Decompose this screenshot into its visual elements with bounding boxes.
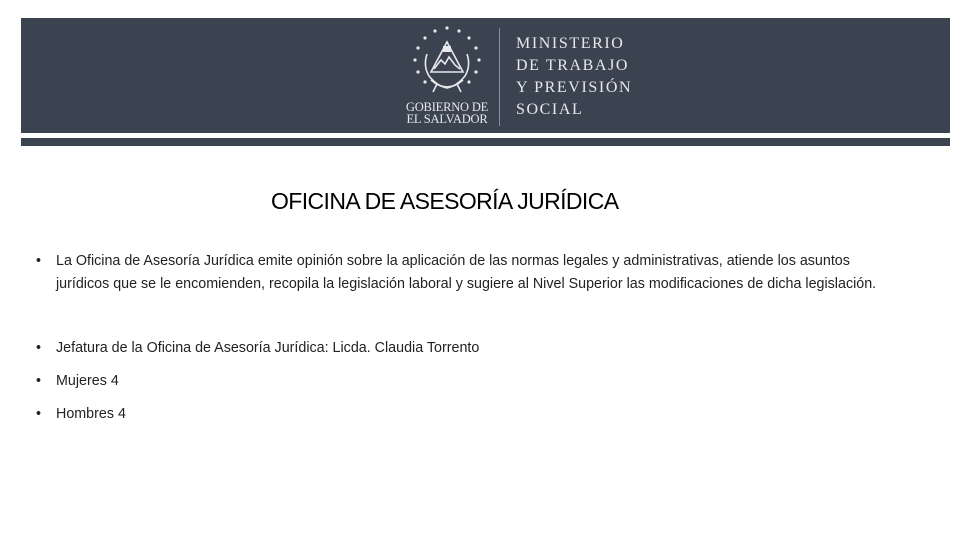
ministry-line-4: SOCIAL (516, 101, 584, 118)
bullet-list (36, 250, 896, 426)
list-item: • Mujeres 4 (36, 370, 896, 393)
ministry-line-2: DE TRABAJO (516, 57, 630, 74)
page-title: OFICINA DE ASESORÍA JURÍDICA (271, 188, 619, 214)
header-rule (21, 138, 950, 146)
government-line-2: EL SALVADOR (406, 112, 488, 126)
list-item: • La Oficina de Asesoría Jurídica emite opinión sobre la aplicación de las normas legales y administrativas, atiende los asuntos jurídicos que se le encomienden, recopila la legislación laboral y sugiere al Nivel Superior las modificaciones de dicha legislación. (36, 250, 896, 296)
list-item: • Hombres 4 (36, 403, 896, 426)
government-label (398, 101, 496, 125)
ministry-name (516, 33, 632, 121)
ministry-line-3: Y PREVISIÓN (516, 79, 633, 96)
list-item: • Jefatura de la Oficina de Asesoría Jurídica: Licda. Claudia Torrento (36, 337, 896, 360)
ministry-line-1: MINISTERIO (516, 35, 625, 52)
header-divider (499, 28, 500, 126)
el-salvador-coat-of-arms-icon (407, 24, 487, 100)
government-line-1: GOBIERNO DE (405, 100, 489, 114)
